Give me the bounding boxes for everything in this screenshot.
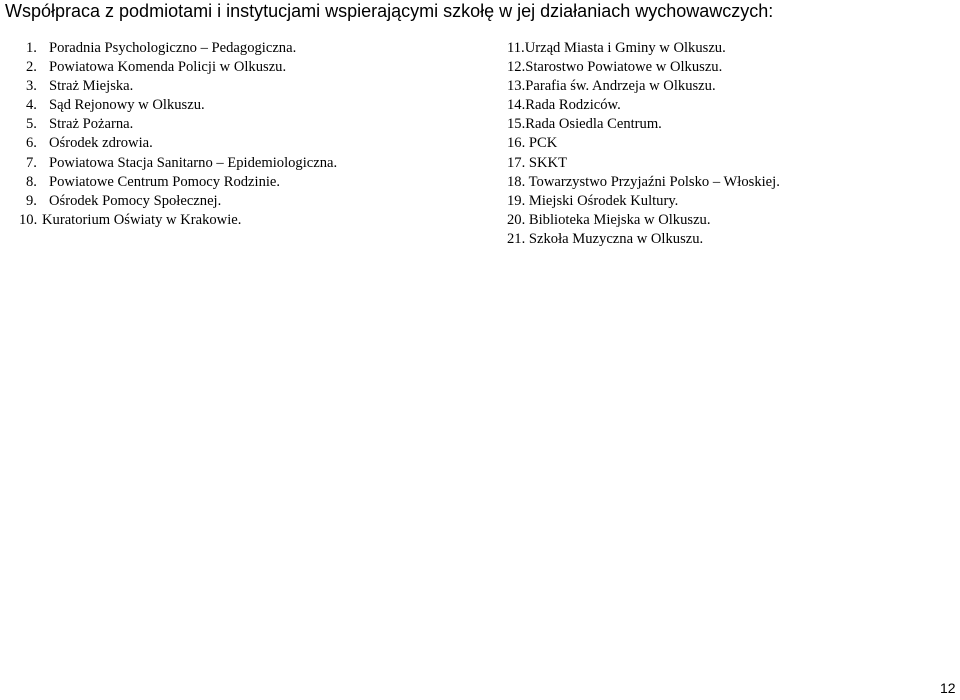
list-item: [507, 77, 780, 96]
list-item-number: 8.: [26, 173, 37, 190]
list-item-number: 19.: [507, 192, 526, 209]
institutions-list-right: [507, 39, 780, 249]
list-item-text: Rada Rodziców.: [525, 97, 621, 114]
list-item-number: 21.: [507, 230, 526, 247]
list-item: [26, 115, 337, 134]
list-item-text: SKKT: [525, 154, 568, 171]
page-title: Współpraca z podmiotami i instytucjami wspierającymi szkołę w jej działaniach wychowawczych:: [5, 1, 774, 21]
list-item-number: 13.: [507, 78, 526, 95]
list-item-text: Parafia św. Andrzeja w Olkuszu.: [525, 78, 716, 95]
list-item-text: Ośrodek Pomocy Społecznej.: [49, 192, 222, 209]
list-item-number: 17.: [507, 154, 526, 171]
list-item-text: Miejski Ośrodek Kultury.: [525, 192, 679, 209]
list-item: [26, 96, 337, 115]
list-item-number: 4.: [26, 97, 37, 114]
list-item-number: 18.: [507, 173, 526, 190]
list-item: [507, 230, 780, 249]
list-item-number: 7.: [26, 154, 37, 171]
list-item-text: Towarzystwo Przyjaźni Polsko – Włoskiej.: [525, 173, 780, 190]
list-item-text: Sąd Rejonowy w Olkuszu.: [49, 97, 205, 114]
list-item-text: Straż Miejska.: [49, 78, 134, 95]
list-item-number: 6.: [26, 135, 37, 152]
list-item: [507, 39, 780, 58]
list-item-text: Szkoła Muzyczna w Olkuszu.: [525, 230, 704, 247]
list-item-number: 16.: [507, 135, 526, 152]
list-item-number: 2.: [26, 59, 37, 76]
list-item: [26, 192, 337, 211]
page-number: 12: [940, 680, 956, 696]
list-item: [26, 39, 337, 58]
institutions-list-left: [19, 39, 338, 230]
list-item-text: Biblioteka Miejska w Olkuszu.: [525, 211, 711, 228]
list-item-number: 14.: [507, 97, 526, 114]
list-item-number: 3.: [26, 78, 37, 95]
list-item: [26, 134, 337, 153]
list-item-text: Poradnia Psychologiczno – Pedagogiczna.: [49, 40, 297, 56]
list-item: [507, 173, 780, 192]
list-item-number: 20.: [507, 211, 526, 228]
list-item-number: 1.: [26, 40, 37, 56]
list-item: [26, 173, 337, 192]
list-item-text: PCK: [525, 135, 558, 152]
list-item: [19, 211, 330, 230]
list-item-text: Kuratorium Oświaty w Krakowie.: [42, 211, 242, 228]
list-item-text: Rada Osiedla Centrum.: [525, 116, 662, 133]
list-item-text: Powiatowa Stacja Sanitarno – Epidemiologiczna.: [49, 154, 338, 171]
list-item: [507, 211, 780, 230]
list-item-number: 11.: [507, 40, 525, 56]
list-item-number: 15.: [507, 116, 526, 133]
list-item: [507, 58, 780, 77]
list-item-text: Powiatowe Centrum Pomocy Rodzinie.: [49, 173, 281, 190]
list-item: [507, 115, 780, 134]
list-item-text: Straż Pożarna.: [49, 116, 134, 133]
list-item-number: 5.: [26, 116, 37, 133]
list-item: [26, 58, 337, 77]
list-item-number: 9.: [26, 192, 37, 209]
list-item: [26, 77, 337, 96]
list-item-number: 10.: [19, 211, 38, 228]
list-item: [507, 192, 780, 211]
list-item: [507, 96, 780, 115]
list-item: [507, 154, 780, 173]
list-item-text: Starostwo Powiatowe w Olkuszu.: [525, 59, 723, 76]
list-item: [507, 134, 780, 153]
list-item-text: Urząd Miasta i Gminy w Olkuszu.: [524, 40, 726, 56]
list-item-number: 12.: [507, 59, 526, 76]
list-item: [26, 154, 337, 173]
list-item-text: Powiatowa Komenda Policji w Olkuszu.: [49, 59, 287, 76]
list-item-text: Ośrodek zdrowia.: [49, 135, 153, 152]
